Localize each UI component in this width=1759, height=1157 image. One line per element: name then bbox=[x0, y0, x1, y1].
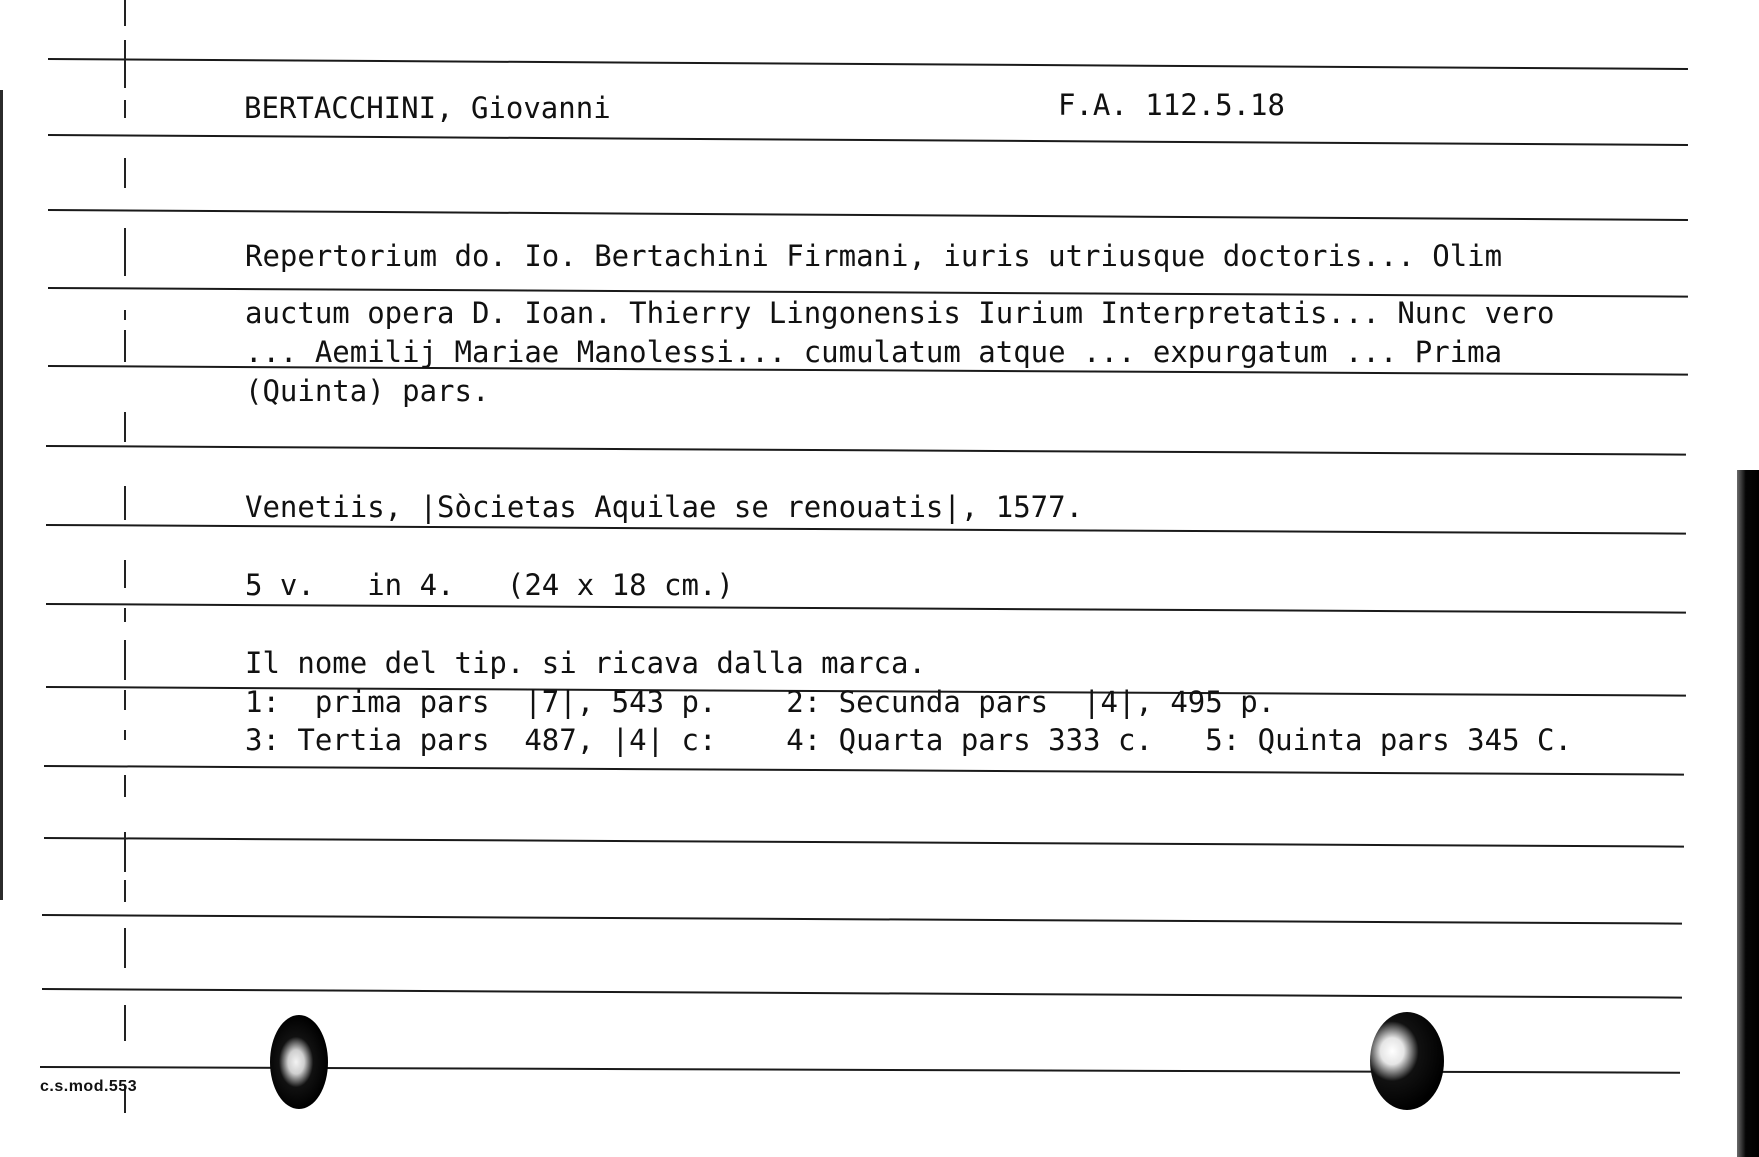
volumes-line: 3: Tertia pars 487, |4| c: 4: Quarta pars 333 c. 5: Quinta pars 345 C. bbox=[245, 723, 1572, 757]
margin-line bbox=[124, 928, 126, 968]
margin-line bbox=[124, 1005, 126, 1041]
margin-line bbox=[124, 486, 126, 520]
margin-line bbox=[124, 560, 126, 588]
volumes-line: 1: prima pars |7|, 543 p. 2: Secunda pars |4|, 495 p. bbox=[245, 685, 1276, 719]
margin-line bbox=[124, 0, 126, 26]
margin-line bbox=[124, 158, 126, 188]
collation: 5 v. in 4. (24 x 18 cm.) bbox=[245, 568, 734, 602]
margin-line bbox=[124, 100, 126, 118]
note: Il nome del tip. si ricava dalla marca. bbox=[245, 646, 926, 680]
margin-line bbox=[124, 608, 126, 622]
shelfmark: F.A. 112.5.18 bbox=[1058, 88, 1285, 122]
title-line: Repertorium do. Io. Bertachini Firmani, iuris utriusque doctoris... Olim bbox=[245, 239, 1503, 273]
title-line: ... Aemilij Mariae Manolessi... cumulatum atque ... expurgatum ... Prima bbox=[245, 335, 1503, 369]
imprint: Venetiis, |Sòcietas Aquilae se renouatis|, 1577. bbox=[245, 490, 1084, 524]
margin-line bbox=[124, 228, 126, 276]
margin-line bbox=[124, 775, 126, 797]
author-heading: BERTACCHINI, Giovanni bbox=[244, 91, 611, 125]
punch-hole bbox=[1370, 1012, 1444, 1110]
ruled-line bbox=[48, 209, 1688, 221]
margin-line bbox=[124, 310, 126, 320]
title-line: auctum opera D. Ioan. Thierry Lingonensis Iurium Interpretatis... Nunc vero bbox=[245, 296, 1555, 330]
margin-line bbox=[124, 690, 126, 710]
ruled-line bbox=[48, 58, 1688, 70]
ruled-line bbox=[44, 765, 1684, 776]
margin-line bbox=[124, 832, 126, 872]
margin-line bbox=[124, 640, 126, 680]
ruled-line bbox=[46, 524, 1686, 535]
margin-line bbox=[124, 412, 126, 442]
ruled-line bbox=[44, 837, 1684, 848]
title-line: (Quinta) pars. bbox=[245, 374, 490, 408]
form-code: c.s.mod.553 bbox=[40, 1078, 138, 1095]
ruled-line bbox=[48, 134, 1688, 146]
margin-line bbox=[124, 40, 126, 88]
ruled-line bbox=[46, 445, 1686, 456]
punch-hole bbox=[270, 1015, 328, 1109]
ruled-line bbox=[42, 988, 1682, 999]
scan-edge bbox=[1737, 470, 1759, 1157]
margin-line bbox=[124, 330, 126, 362]
margin-line bbox=[124, 730, 126, 740]
scan-edge bbox=[0, 90, 3, 900]
ruled-line bbox=[42, 914, 1682, 925]
margin-line bbox=[124, 880, 126, 902]
ruled-line bbox=[46, 603, 1686, 614]
